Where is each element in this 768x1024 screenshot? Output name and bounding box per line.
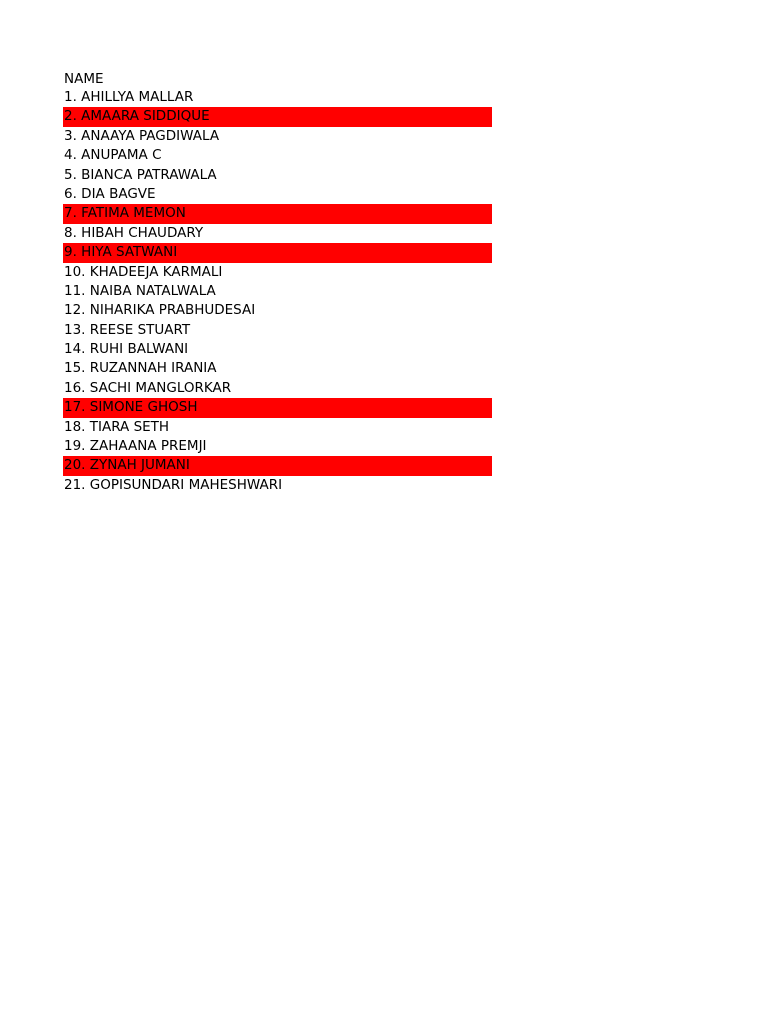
list-item: 12. NIHARIKA PRABHUDESAI [64,302,256,319]
list-item: 13. REESE STUART [64,321,191,338]
name-list [63,68,492,495]
list-item: 14. RUHI BALWANI [64,341,189,358]
list-item: 18. TIARA SETH [64,418,170,435]
list-item: 2. AMAARA SIDDIQUE [63,107,492,126]
column-header-name: NAME [64,71,104,87]
list-item: 3. ANAAYA PAGDIWALA [64,127,220,144]
list-item: 5. BIANCA PATRAWALA [64,166,217,183]
list-item: 8. HIBAH CHAUDARY [64,224,204,241]
list-item: 19. ZAHAANA PREMJI [64,438,207,455]
list-item: 1. AHILLYA MALLAR [64,89,194,105]
list-item: 7. FATIMA MEMON [63,204,492,223]
list-item: 9. HIYA SATWANI [63,243,492,262]
list-item: 16. SACHI MANGLORKAR [64,379,232,396]
list-item: 6. DIA BAGVE [64,185,156,202]
list-item: 10. KHADEEJA KARMALI [64,263,223,280]
list-item: 21. GOPISUNDARI MAHESHWARI [64,476,283,493]
list-item: 15. RUZANNAH IRANIA [64,360,217,377]
list-item: 11. NAIBA NATALWALA [64,282,216,299]
list-item: 20. ZYNAH JUMANI [63,456,492,475]
list-item: 17. SIMONE GHOSH [63,398,492,417]
list-item: 4. ANUPAMA C [64,147,162,164]
